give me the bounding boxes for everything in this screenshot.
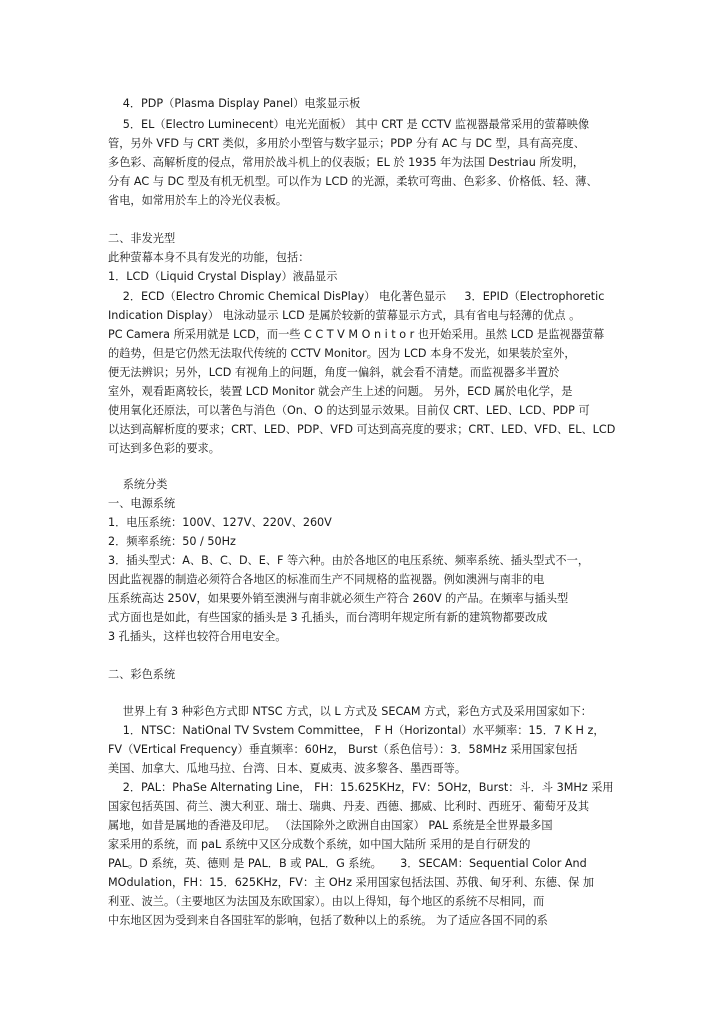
text-line: 中东地区因为受到来自各国驻军的影响，包括了数种以上的系统。 为了适应各国不同的系 (108, 914, 548, 927)
text-line: 2．PAL：PhaSe Alternating Line， FH：15.625KHz，FV：5OHz，Burst：斗．斗 3MHz 采用 (108, 781, 614, 794)
text-line: 此种萤幕本身不具有发光的功能，包括： (108, 251, 310, 264)
text-line: 4．PDP（Plasma Display Panel）电浆显示板 (108, 97, 361, 110)
text-line: 分有 AC 与 DC 型及有机无机型。可以作为 LCD 的光源，柔软可弯曲、色彩多、价格低、轻、薄、 (108, 175, 598, 188)
text-line: 以达到高解析度的要求；CRT、LED、PDP、VFD 可达到高亮度的要求；CRT、LED、VFD、EL、LCD (108, 423, 616, 436)
text-line: 便无法辨识；另外，LCD 有视角上的问题，角度一偏斜，就会看不清楚。而监视器多半置於 (108, 366, 560, 379)
text-line: 可达到多色彩的要求。 (108, 442, 220, 455)
text-line: FV（VErtical Frequency）垂直频率：60Hz， Burst（系色信号）：3．58MHz 采用国家包括 (108, 743, 578, 756)
text-line: 使用氧化还原法，可以著色与消色（On、O 的达到显示效果。目前仅 CRT、LED、LCD、PDP 可 (108, 404, 590, 417)
text-line: 3 孔插头，这样也较符合用电安全。 (108, 630, 287, 643)
section-heading: 一、电源系统 (108, 497, 176, 510)
text-line: 因此监视器的制造必须符合各地区的标准而生产不同规格的监视器。例如澳洲与南非的电 (108, 573, 545, 586)
text-line: 管，另外 VFD 与 CRT 类似，多用於小型管与数字显示；PDP 分有 AC 与 DC 型，具有高亮度、 (108, 137, 585, 150)
text-line: 1．电压系统：100V、127V、220V、260V (108, 516, 332, 529)
text-line: 家采用的系统，而 paL 系统中又区分成数个系统，如中国大陆所 采用的是自行研发的 (108, 838, 531, 851)
text-line: 1．LCD（Liquid Crystal Display）液晶显示 (108, 270, 338, 283)
text-line: 压系统高达 250V，如果要外销至澳洲与南非就必须生产符合 260V 的产品。在频率与插头型 (108, 592, 569, 605)
text-line: Indication Display） 电泳动显示 LCD 是属於较新的萤幕显示方式，具有省电与轻薄的优点 。 (108, 309, 581, 322)
section-heading: 二、彩色系统 (108, 668, 176, 681)
text-line: 属地，如昔是属地的香港及印尼。 （法国除外之欧洲自由国家） PAL 系统是全世界最多国 (108, 819, 553, 832)
text-line: 5．EL（Electro Luminecent）电光光面板） 其中 CRT 是 CCTV 监视器最常采用的萤幕映像 (108, 118, 590, 131)
text-line: 多色彩、高解析度的侵点，常用於战斗机上的仪表版；EL 於 1935 年为法国 Destriau 所发明， (108, 156, 585, 169)
text-line: PAL。D 系统，英、德则 是 PAL．B 或 PAL．G 系统。 3．SECAM：Sequential Color And (108, 857, 587, 870)
text-line: 世界上有 3 种彩色方式即 NTSC 方式，以 L 方式及 SECAM 方式，彩色方式及采用国家如下： (108, 705, 592, 718)
text-line: 1．NTSC：NatiOnal TV Svstem Committee， F H（Horizontal）水平频率：15．7 K H z， (108, 724, 605, 737)
text-line: 室外，观看距离较长，装置 LCD Monitor 就会产生上述的问题。 另外，ECD 属於电化学，是 (108, 385, 573, 398)
text-line: MOdulation，FH：15．625KHz，FV：主 OHz 采用国家包括法国、苏俄、甸牙利、东德、保 加 (108, 876, 595, 889)
text-line: 2．ECD（Electro Chromic Chemical DisPlay） 电化著色显示 3．EPID（Electrophoretic (108, 290, 605, 303)
text-line: 利亚、波兰。（主要地区为法国及东欧国家）。由以上得知，每个地区的系统不尽相同，而 (108, 895, 545, 908)
text-line: 2．频率系统：50 / 50Hz (108, 535, 236, 548)
text-line: PC Camera 所采用就是 LCD，而一些 C C T V M O n i t o r 也开始采用。虽然 LCD 是监视器萤幕 (108, 328, 605, 341)
text-line: 省电，如常用於车上的冷光仪表板。 (108, 194, 288, 207)
text-line: 3．插头型式：A、B、C、D、E、F 等六种。由於各地区的电压系统、频率系统、插头型式不一， (108, 554, 590, 567)
text-line: 美国、加拿大、瓜地马拉、台湾、日本、夏威夷、波多黎各、墨西哥等。 (108, 762, 467, 775)
section-heading: 系统分类 (108, 478, 168, 491)
text-line: 国家包括英国、荷兰、澳大利亚、瑞士、瑞典、丹麦、西德、挪威、比利时、西班牙、葡萄牙及其 (108, 800, 590, 813)
text-line: 式方面也是如此，有些国家的插头是 3 孔插头，而台湾明年规定所有新的建筑物都要改成 (108, 611, 548, 624)
text-line: 的趋势，但是它仍然无法取代传统的 CCTV Monitor。因为 LCD 本身不发光，如果装於室外， (108, 347, 576, 360)
section-heading: 二、非发光型 (108, 232, 176, 245)
